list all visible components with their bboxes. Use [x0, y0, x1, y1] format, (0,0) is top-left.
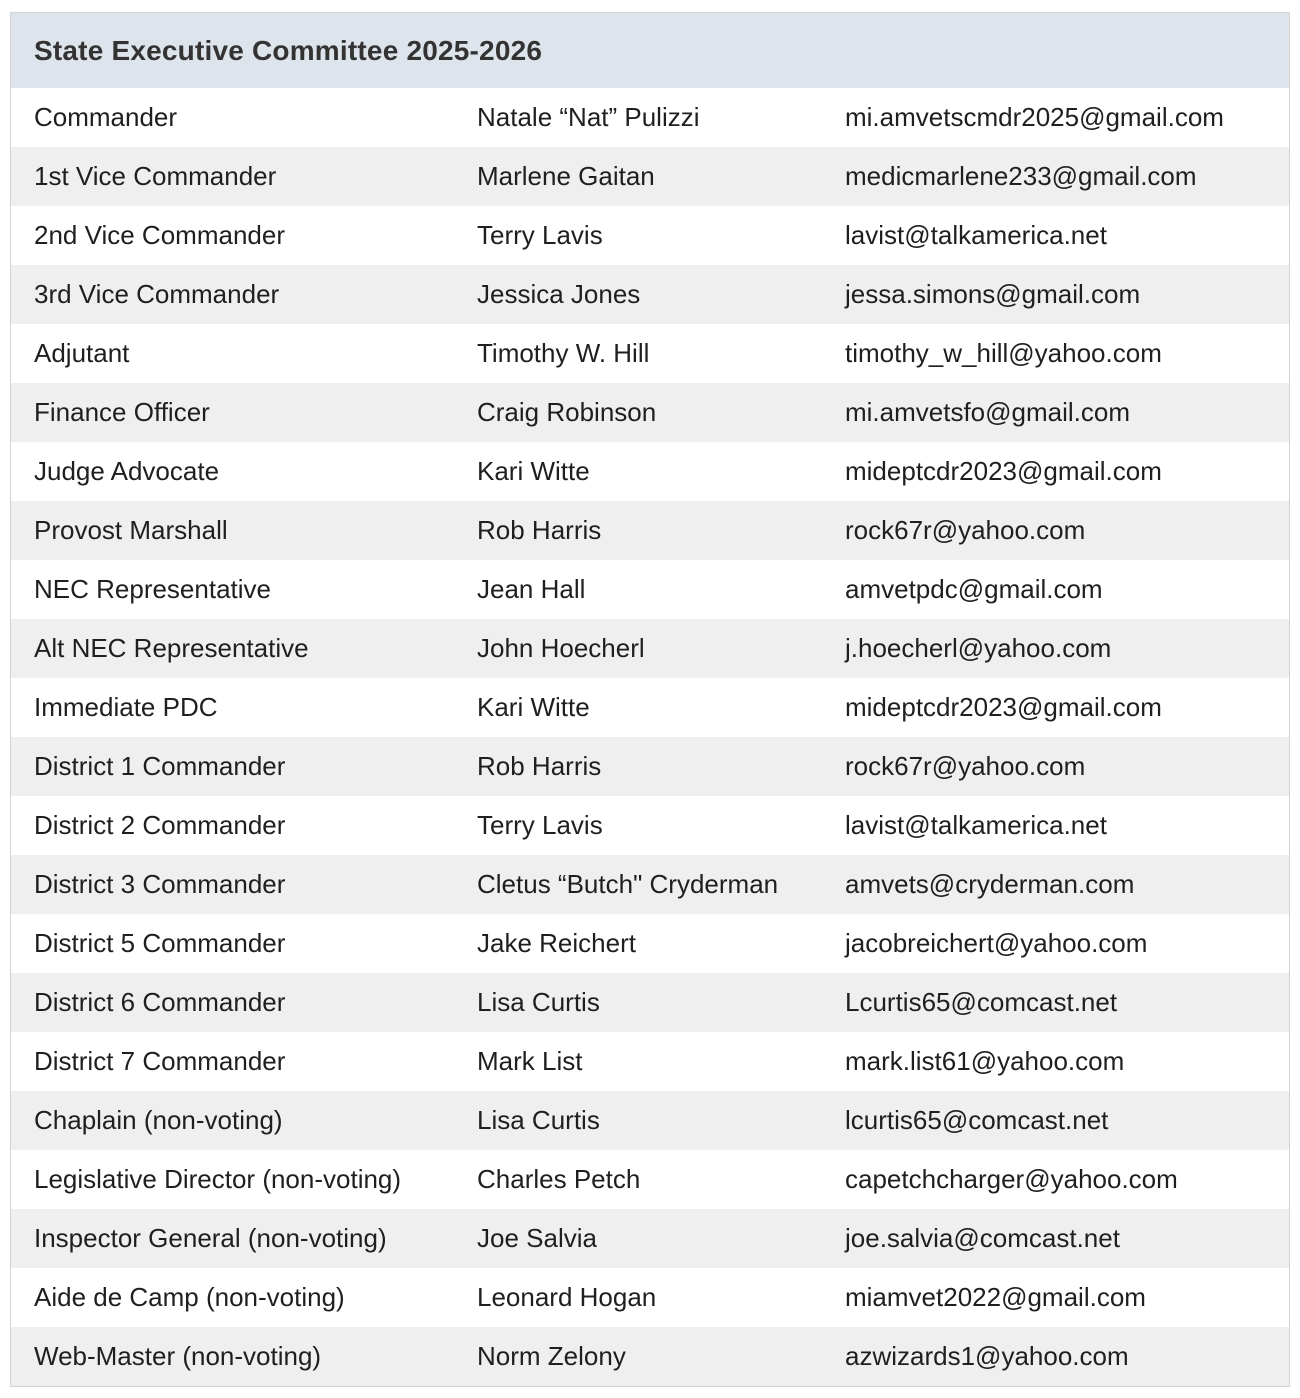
table-row [11, 88, 1289, 147]
position-cell: Chaplain (non-voting) [34, 1105, 283, 1135]
position-cell: 3rd Vice Commander [34, 279, 280, 309]
position-cell: 1st Vice Commander [34, 161, 277, 191]
table-row [11, 855, 1289, 914]
table-row [11, 1327, 1289, 1386]
table-row [11, 1091, 1289, 1150]
table-row [11, 1150, 1289, 1209]
table-row [11, 914, 1289, 973]
position-cell: NEC Representative [34, 574, 271, 604]
position-cell: District 3 Commander [34, 869, 286, 899]
email-cell: amvetpdc@gmail.com [845, 574, 1103, 604]
email-cell: mideptcdr2023@gmail.com [845, 456, 1162, 486]
name-cell: Joe Salvia [477, 1223, 597, 1253]
name-cell: Lisa Curtis [477, 987, 600, 1017]
name-cell: Timothy W. Hill [477, 338, 650, 368]
table-row [11, 796, 1289, 855]
table-row [11, 737, 1289, 796]
name-cell: Terry Lavis [477, 810, 603, 840]
position-cell: District 5 Commander [34, 928, 286, 958]
position-cell: Web-Master (non-voting) [34, 1341, 322, 1371]
email-cell: Lcurtis65@comcast.net [845, 987, 1118, 1017]
email-cell: mi.amvetscmdr2025@gmail.com [845, 102, 1224, 132]
position-cell: Commander [34, 102, 178, 132]
position-cell: Judge Advocate [34, 456, 220, 486]
email-cell: mark.list61@yahoo.com [845, 1046, 1125, 1076]
table-row [11, 147, 1289, 206]
name-cell: John Hoecherl [477, 633, 645, 663]
table-row [11, 973, 1289, 1032]
name-cell: Terry Lavis [477, 220, 603, 250]
name-cell: Cletus “Butch" Cryderman [477, 869, 779, 899]
committee-table [10, 12, 1290, 1387]
email-cell: amvets@cryderman.com [845, 869, 1135, 899]
position-cell: Alt NEC Representative [34, 633, 309, 663]
position-cell: District 6 Commander [34, 987, 286, 1017]
email-cell: azwizards1@yahoo.com [845, 1341, 1129, 1371]
position-cell: District 7 Commander [34, 1046, 286, 1076]
email-cell: capetchcharger@yahoo.com [845, 1164, 1178, 1194]
position-cell: Provost Marshall [34, 515, 228, 545]
email-cell: miamvet2022@gmail.com [845, 1282, 1146, 1312]
table-row [11, 619, 1289, 678]
table-row [11, 206, 1289, 265]
position-cell: Finance Officer [34, 397, 210, 427]
email-cell: mi.amvetsfo@gmail.com [845, 397, 1131, 427]
email-cell: rock67r@yahoo.com [845, 751, 1086, 781]
position-cell: Legislative Director (non-voting) [34, 1164, 402, 1194]
email-cell: lavist@talkamerica.net [845, 810, 1107, 840]
name-cell: Jessica Jones [477, 279, 641, 309]
table-row [11, 324, 1289, 383]
table-title-bar [11, 13, 1289, 88]
position-cell: Adjutant [34, 338, 130, 368]
committee-table-grid [11, 88, 1289, 1386]
position-cell: Inspector General (non-voting) [34, 1223, 387, 1253]
name-cell: Natale “Nat” Pulizzi [477, 102, 700, 132]
name-cell: Leonard Hogan [477, 1282, 657, 1312]
name-cell: Marlene Gaitan [477, 161, 655, 191]
name-cell: Rob Harris [477, 751, 602, 781]
table-row [11, 678, 1289, 737]
name-cell: Lisa Curtis [477, 1105, 600, 1135]
table-row [11, 1268, 1289, 1327]
name-cell: Norm Zelony [477, 1341, 626, 1371]
email-cell: lavist@talkamerica.net [845, 220, 1107, 250]
position-cell: Aide de Camp (non-voting) [34, 1282, 345, 1312]
table-row [11, 265, 1289, 324]
name-cell: Charles Petch [477, 1164, 641, 1194]
position-cell: 2nd Vice Commander [34, 220, 285, 250]
email-cell: jacobreichert@yahoo.com [845, 928, 1148, 958]
name-cell: Craig Robinson [477, 397, 657, 427]
position-cell: District 1 Commander [34, 751, 286, 781]
table-row [11, 383, 1289, 442]
email-cell: medicmarlene233@gmail.com [845, 161, 1197, 191]
committee-table-body [11, 88, 1289, 1386]
email-cell: jessa.simons@gmail.com [845, 279, 1141, 309]
name-cell: Kari Witte [477, 692, 590, 722]
position-cell: District 2 Commander [34, 810, 286, 840]
name-cell: Rob Harris [477, 515, 602, 545]
email-cell: timothy_w_hill@yahoo.com [845, 338, 1162, 368]
table-row [11, 560, 1289, 619]
email-cell: mideptcdr2023@gmail.com [845, 692, 1162, 722]
table-row [11, 501, 1289, 560]
email-cell: j.hoecherl@yahoo.com [845, 633, 1112, 663]
table-title: State Executive Committee 2025-2026 [34, 34, 543, 66]
table-row [11, 1032, 1289, 1091]
position-cell: Immediate PDC [34, 692, 218, 722]
email-cell: rock67r@yahoo.com [845, 515, 1086, 545]
table-row [11, 442, 1289, 501]
name-cell: Kari Witte [477, 456, 590, 486]
name-cell: Mark List [477, 1046, 583, 1076]
table-row [11, 1209, 1289, 1268]
name-cell: Jake Reichert [477, 928, 636, 958]
name-cell: Jean Hall [477, 574, 586, 604]
email-cell: joe.salvia@comcast.net [845, 1223, 1120, 1253]
email-cell: lcurtis65@comcast.net [845, 1105, 1109, 1135]
